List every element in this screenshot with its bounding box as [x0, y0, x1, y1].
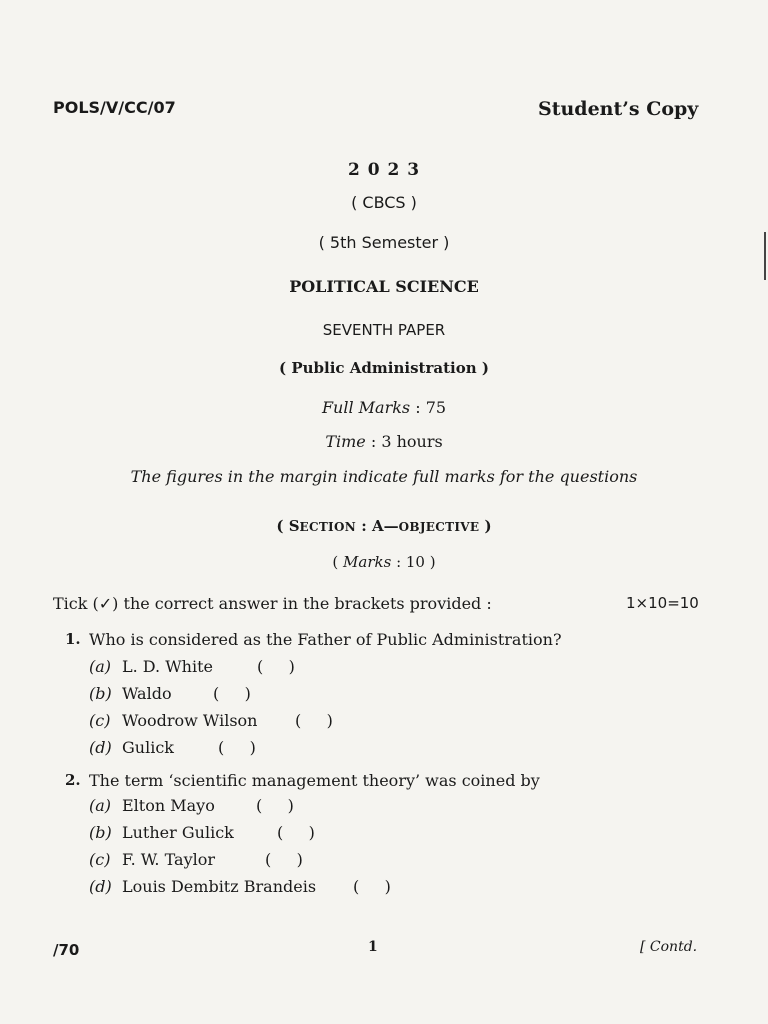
answer-bracket[interactable]: ( ) — [213, 684, 251, 703]
section-open-paren: ( — [276, 517, 289, 535]
question-option — [89, 823, 234, 842]
time-value: : 3 hours — [365, 432, 443, 451]
exam-time — [0, 432, 768, 451]
option-label: (a) — [89, 796, 112, 815]
section-letter: : A— — [356, 517, 399, 535]
question-text: The term ‘scientific management theory’ was coined by — [89, 771, 540, 790]
section-type: OBJECTIVE — [398, 520, 480, 534]
page-number: 1 — [368, 939, 378, 955]
section-marks — [0, 553, 768, 571]
question-option — [89, 711, 257, 730]
answer-bracket[interactable]: ( ) — [277, 823, 315, 842]
exam-subject: POLITICAL SCIENCE — [289, 277, 479, 296]
paper-code: POLS/V/CC/07 — [53, 98, 176, 117]
question-text: Who is considered as the Father of Public Administration? — [89, 630, 562, 649]
option-label: (b) — [89, 684, 112, 703]
exam-scheme: ( CBCS ) — [351, 193, 417, 212]
instruction-marks: 1×10=10 — [626, 594, 699, 612]
answer-bracket[interactable]: ( ) — [295, 711, 333, 730]
full-marks-value: : 75 — [410, 398, 447, 417]
question-option — [89, 657, 213, 676]
answer-bracket[interactable]: ( ) — [257, 657, 295, 676]
question-number: 2. — [65, 771, 81, 789]
answer-bracket[interactable]: ( ) — [218, 738, 256, 757]
answer-bracket[interactable]: ( ) — [353, 877, 391, 896]
option-text: Waldo — [122, 684, 172, 703]
option-text: Louis Dembitz Brandeis — [122, 877, 317, 896]
time-label: Time — [325, 432, 366, 451]
answer-bracket[interactable]: ( ) — [256, 796, 294, 815]
option-label: (b) — [89, 823, 112, 842]
instruction-text: Tick (✓) the correct answer in the brackets provided : — [53, 594, 492, 613]
question-number: 1. — [65, 630, 81, 648]
question-option — [89, 796, 215, 815]
option-label: (c) — [89, 850, 111, 869]
section-s-cap: S — [288, 517, 300, 535]
paper-title: ( Public Administration ) — [279, 359, 489, 377]
answer-bracket[interactable]: ( ) — [265, 850, 303, 869]
option-text: L. D. White — [122, 657, 213, 676]
option-text: Luther Gulick — [122, 823, 234, 842]
option-label: (a) — [89, 657, 112, 676]
question-option — [89, 877, 316, 896]
section-close-paren: ) — [479, 517, 492, 535]
option-text: F. W. Taylor — [122, 850, 216, 869]
option-label: (d) — [89, 877, 112, 896]
section-word: ECTION — [299, 520, 356, 534]
exam-year: 2 0 2 3 — [347, 160, 421, 180]
question-option — [89, 684, 172, 703]
section-marks-label: Marks — [343, 553, 392, 571]
margin-note: The figures in the margin indicate full marks for the questions — [130, 467, 638, 486]
scan-edge-mark — [764, 232, 766, 280]
section-heading — [0, 516, 768, 535]
section-marks-open: ( — [332, 553, 344, 571]
section-marks-value: : 10 ) — [391, 553, 436, 571]
option-label: (c) — [89, 711, 111, 730]
exam-semester: ( 5th Semester ) — [318, 233, 450, 252]
paper-number: SEVENTH PAPER — [322, 321, 446, 339]
option-text: Woodrow Wilson — [122, 711, 258, 730]
question-option — [89, 850, 215, 869]
full-marks-label: Full Marks — [321, 398, 411, 417]
question-option — [89, 738, 174, 757]
copy-label: Student’s Copy — [538, 98, 699, 120]
footer-code: /70 — [53, 941, 80, 959]
option-label: (d) — [89, 738, 112, 757]
option-text: Elton Mayo — [122, 796, 215, 815]
full-marks — [0, 398, 768, 417]
option-text: Gulick — [122, 738, 174, 757]
contd-label: [ Contd. — [640, 939, 698, 955]
